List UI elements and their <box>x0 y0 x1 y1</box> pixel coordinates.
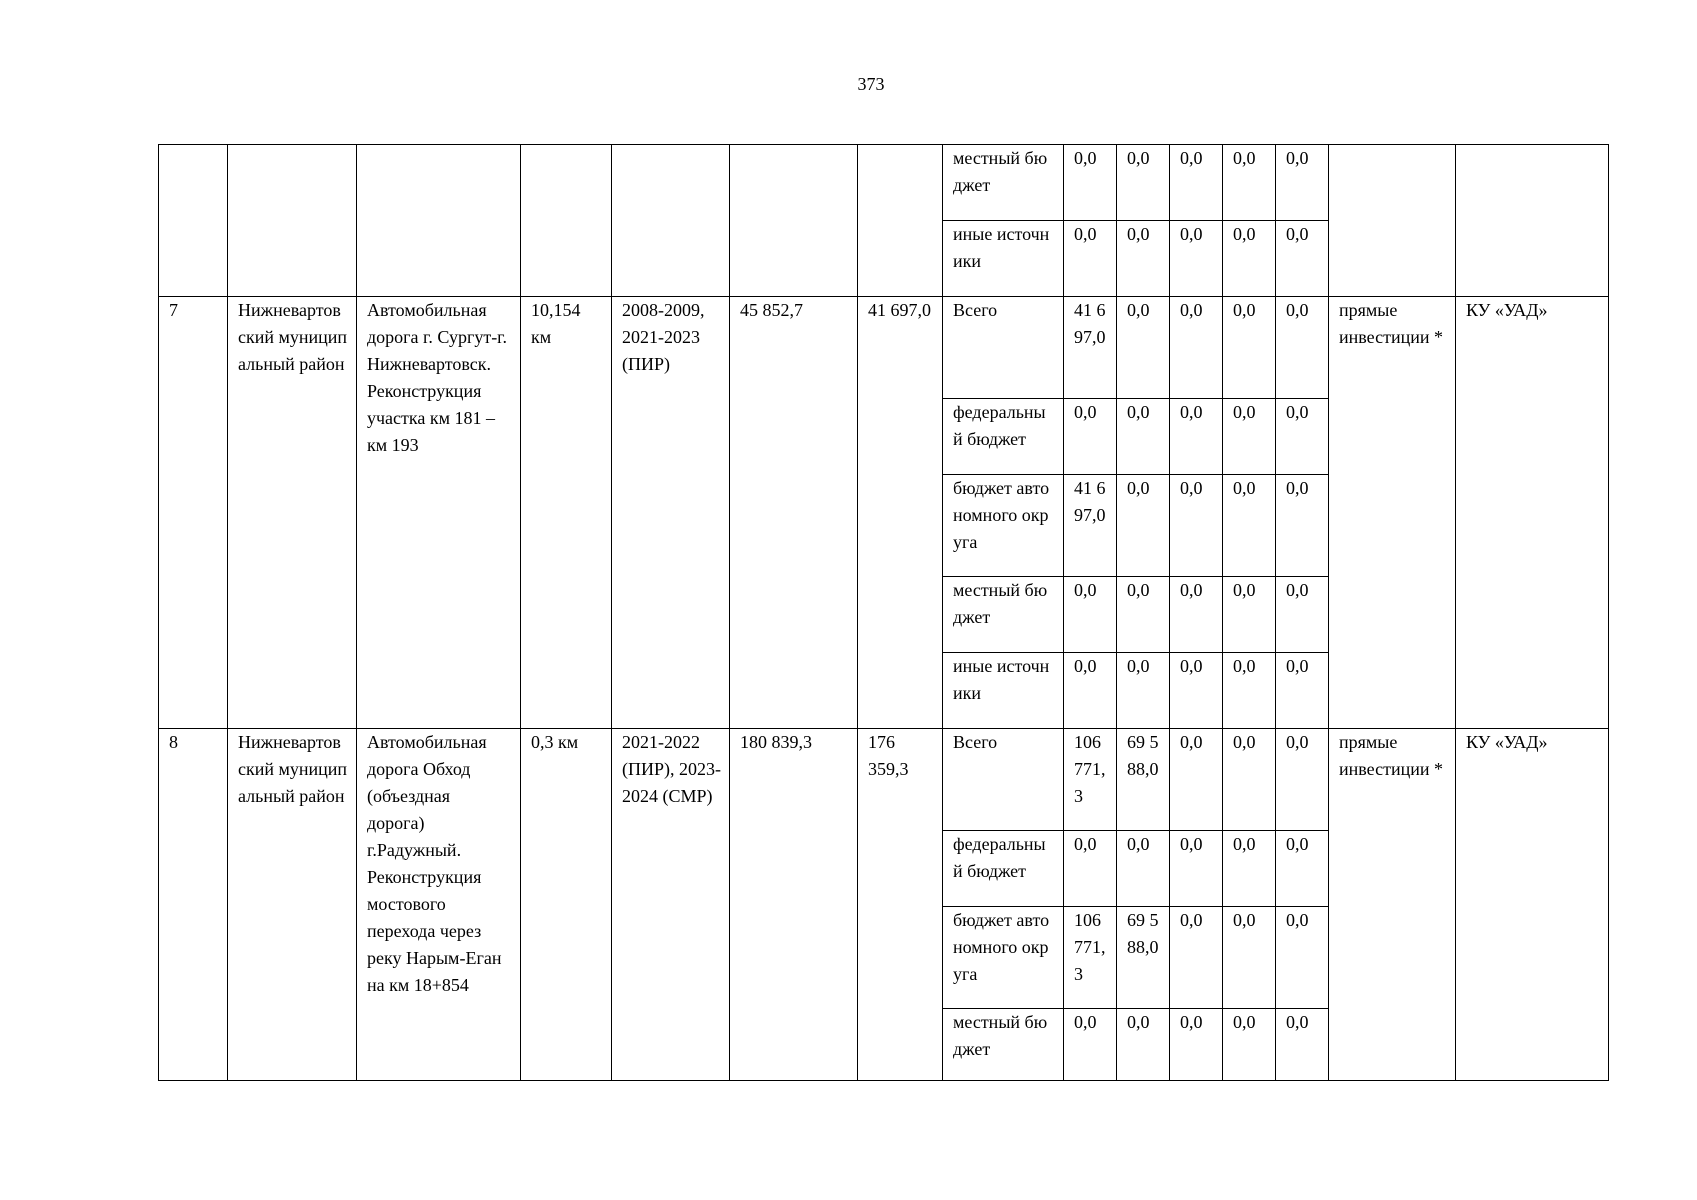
funding-source-cell: федеральный бюджет <box>943 831 1064 907</box>
value-cell: 0,0 <box>1170 907 1223 1009</box>
value-cell: 0,0 <box>1223 221 1276 297</box>
object-name-cell <box>357 145 521 297</box>
municipality-cell <box>228 145 357 297</box>
funding-source-cell: бюджет автономного округа <box>943 907 1064 1009</box>
value-cell: 0,0 <box>1117 399 1170 475</box>
value-cell: 0,0 <box>1170 577 1223 653</box>
value-cell: 0,0 <box>1276 653 1329 729</box>
value-cell: 0,0 <box>1223 399 1276 475</box>
value-cell: 0,0 <box>1223 475 1276 577</box>
value-cell: 106 771,3 <box>1064 729 1117 831</box>
value-cell: 0,0 <box>1276 221 1329 297</box>
value-cell: 69 588,0 <box>1117 729 1170 831</box>
value-cell: 0,0 <box>1170 831 1223 907</box>
value-cell: 0,0 <box>1064 221 1117 297</box>
value-cell: 0,0 <box>1064 653 1117 729</box>
customer: КУ «УАД» <box>1456 729 1609 1081</box>
value-cell: 0,0 <box>1170 297 1223 399</box>
value-cell: 0,0 <box>1170 399 1223 475</box>
value-cell: 0,0 <box>1276 475 1329 577</box>
value-cell: 41 697,0 <box>1064 297 1117 399</box>
period: 2008-2009, 2021-2023 (ПИР) <box>612 297 730 729</box>
value-cell: 0,0 <box>1276 831 1329 907</box>
value-cell: 0,0 <box>1064 1009 1117 1081</box>
estimated-cost: 180 839,3 <box>730 729 858 1081</box>
object-name: Автомобильная дорога Обход (объездная дорога) г.Радужный. Реконструкция мостового перехода через реку Нарым-Еган на км 18+854 <box>357 729 521 1081</box>
value-cell: 0,0 <box>1223 1009 1276 1081</box>
value-cell: 0,0 <box>1117 475 1170 577</box>
value-cell: 0,0 <box>1223 907 1276 1009</box>
funding-source-cell: местный бюджет <box>943 577 1064 653</box>
object-number: 8 <box>159 729 228 1081</box>
municipality: Нижневартовский муниципальный район <box>228 297 357 729</box>
value-cell: 0,0 <box>1117 1009 1170 1081</box>
value-cell: 0,0 <box>1276 907 1329 1009</box>
value-cell: 0,0 <box>1223 729 1276 831</box>
customer: КУ «УАД» <box>1456 297 1609 729</box>
value-cell: 0,0 <box>1064 145 1117 221</box>
period: 2021-2022 (ПИР), 2023-2024 (СМР) <box>612 729 730 1081</box>
value-cell: 69 588,0 <box>1117 907 1170 1009</box>
value-cell: 0,0 <box>1276 577 1329 653</box>
value-cell: 0,0 <box>1276 297 1329 399</box>
table-row <box>159 729 1609 831</box>
funding-source-cell: бюджет автономного округа <box>943 475 1064 577</box>
value-cell: 0,0 <box>1170 1009 1223 1081</box>
value-cell: 0,0 <box>1170 221 1223 297</box>
funding-source-cell: местный бюджет <box>943 1009 1064 1081</box>
investment-type: прямые инвестиции * <box>1329 729 1456 1081</box>
value-cell: 0,0 <box>1117 831 1170 907</box>
table-row <box>159 145 1609 221</box>
value-cell: 0,0 <box>1170 729 1223 831</box>
capacity: 10,154 км <box>521 297 612 729</box>
investment-type-cell <box>1329 145 1456 297</box>
funding-source-cell: Всего <box>943 297 1064 399</box>
value-cell: 0,0 <box>1064 577 1117 653</box>
value-cell: 0,0 <box>1064 831 1117 907</box>
funding-source-cell: иные источники <box>943 221 1064 297</box>
municipality: Нижневартовский муниципальный район <box>228 729 357 1081</box>
value-cell: 106 771,3 <box>1064 907 1117 1009</box>
value-cell: 0,0 <box>1276 1009 1329 1081</box>
capacity-cell <box>521 145 612 297</box>
funding-source-cell: иные источники <box>943 653 1064 729</box>
value-cell: 0,0 <box>1117 297 1170 399</box>
object-number: 7 <box>159 297 228 729</box>
estimated-cost-cell <box>730 145 858 297</box>
value-cell: 0,0 <box>1223 145 1276 221</box>
page-number: 373 <box>857 74 885 94</box>
value-cell: 0,0 <box>1223 577 1276 653</box>
value-cell: 0,0 <box>1117 145 1170 221</box>
remaining-cost: 41 697,0 <box>858 297 943 729</box>
value-cell: 0,0 <box>1064 399 1117 475</box>
capacity: 0,3 км <box>521 729 612 1081</box>
value-cell: 0,0 <box>1170 475 1223 577</box>
remaining-cost: 176 359,3 <box>858 729 943 1081</box>
period-cell <box>612 145 730 297</box>
investment-type: прямые инвестиции * <box>1329 297 1456 729</box>
funding-source-cell: местный бюджет <box>943 145 1064 221</box>
estimated-cost: 45 852,7 <box>730 297 858 729</box>
value-cell: 0,0 <box>1170 145 1223 221</box>
value-cell: 0,0 <box>1276 399 1329 475</box>
table-row <box>159 297 1609 399</box>
funding-source-cell: Всего <box>943 729 1064 831</box>
value-cell: 0,0 <box>1223 653 1276 729</box>
value-cell: 41 697,0 <box>1064 475 1117 577</box>
value-cell: 0,0 <box>1117 577 1170 653</box>
object-name: Автомобильная дорога г. Сургут-г. Нижневартовск. Реконструкция участка км 181 – км 193 <box>357 297 521 729</box>
value-cell: 0,0 <box>1223 297 1276 399</box>
num-cell <box>159 145 228 297</box>
value-cell: 0,0 <box>1117 221 1170 297</box>
value-cell: 0,0 <box>1170 653 1223 729</box>
value-cell: 0,0 <box>1276 729 1329 831</box>
value-cell: 0,0 <box>1276 145 1329 221</box>
remaining-cost-cell <box>858 145 943 297</box>
customer-cell <box>1456 145 1609 297</box>
value-cell: 0,0 <box>1223 831 1276 907</box>
value-cell: 0,0 <box>1117 653 1170 729</box>
investment-objects-table <box>158 144 1609 1081</box>
funding-source-cell: федеральный бюджет <box>943 399 1064 475</box>
